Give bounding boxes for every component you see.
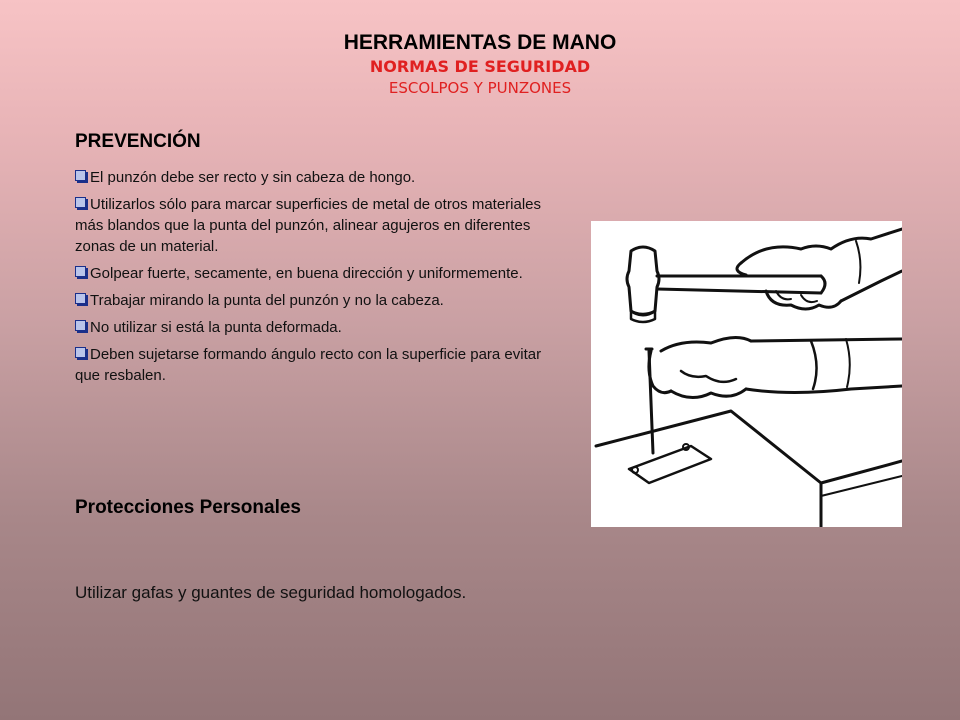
list-item-text: El punzón debe ser recto y sin cabeza de hongo. <box>90 169 416 186</box>
prevention-list <box>75 167 570 392</box>
list-item <box>75 344 570 386</box>
list-item <box>75 263 570 284</box>
checkbox-bullet-icon <box>75 293 86 304</box>
checkbox-bullet-icon <box>75 170 86 181</box>
checkbox-bullet-icon <box>75 197 86 208</box>
list-item-text: Utilizarlos sólo para marcar superficies de metal de otros materiales más blandos que la punta del punzón, alinear agujeros en diferentes zonas de un material. <box>75 196 542 255</box>
checkbox-bullet-icon <box>75 347 86 358</box>
list-item <box>75 317 570 338</box>
list-item-text: No utilizar si está la punta deformada. <box>90 319 342 336</box>
prevention-heading: PREVENCIÓN <box>75 131 201 152</box>
page-title: HERRAMIENTAS DE MANO <box>343 31 617 54</box>
protection-heading: Protecciones Personales <box>75 497 301 518</box>
list-item <box>75 194 570 257</box>
section-title: ESCOLPOS Y PUNZONES <box>388 79 572 97</box>
list-item <box>75 290 570 311</box>
list-item-text: Trabajar mirando la punta del punzón y no la cabeza. <box>90 292 444 309</box>
hammer-punch-illustration <box>591 221 902 527</box>
checkbox-bullet-icon <box>75 320 86 331</box>
list-item-text: Golpear fuerte, secamente, en buena dirección y uniformemente. <box>90 265 523 282</box>
header <box>0 30 960 98</box>
checkbox-bullet-icon <box>75 266 86 277</box>
protection-text: Utilizar gafas y guantes de seguridad homologados. <box>75 583 467 602</box>
list-item-text: Deben sujetarse formando ángulo recto con la superficie para evitar que resbalen. <box>75 346 542 384</box>
list-item <box>75 167 570 188</box>
page-subtitle: NORMAS DE SEGURIDAD <box>369 57 591 76</box>
